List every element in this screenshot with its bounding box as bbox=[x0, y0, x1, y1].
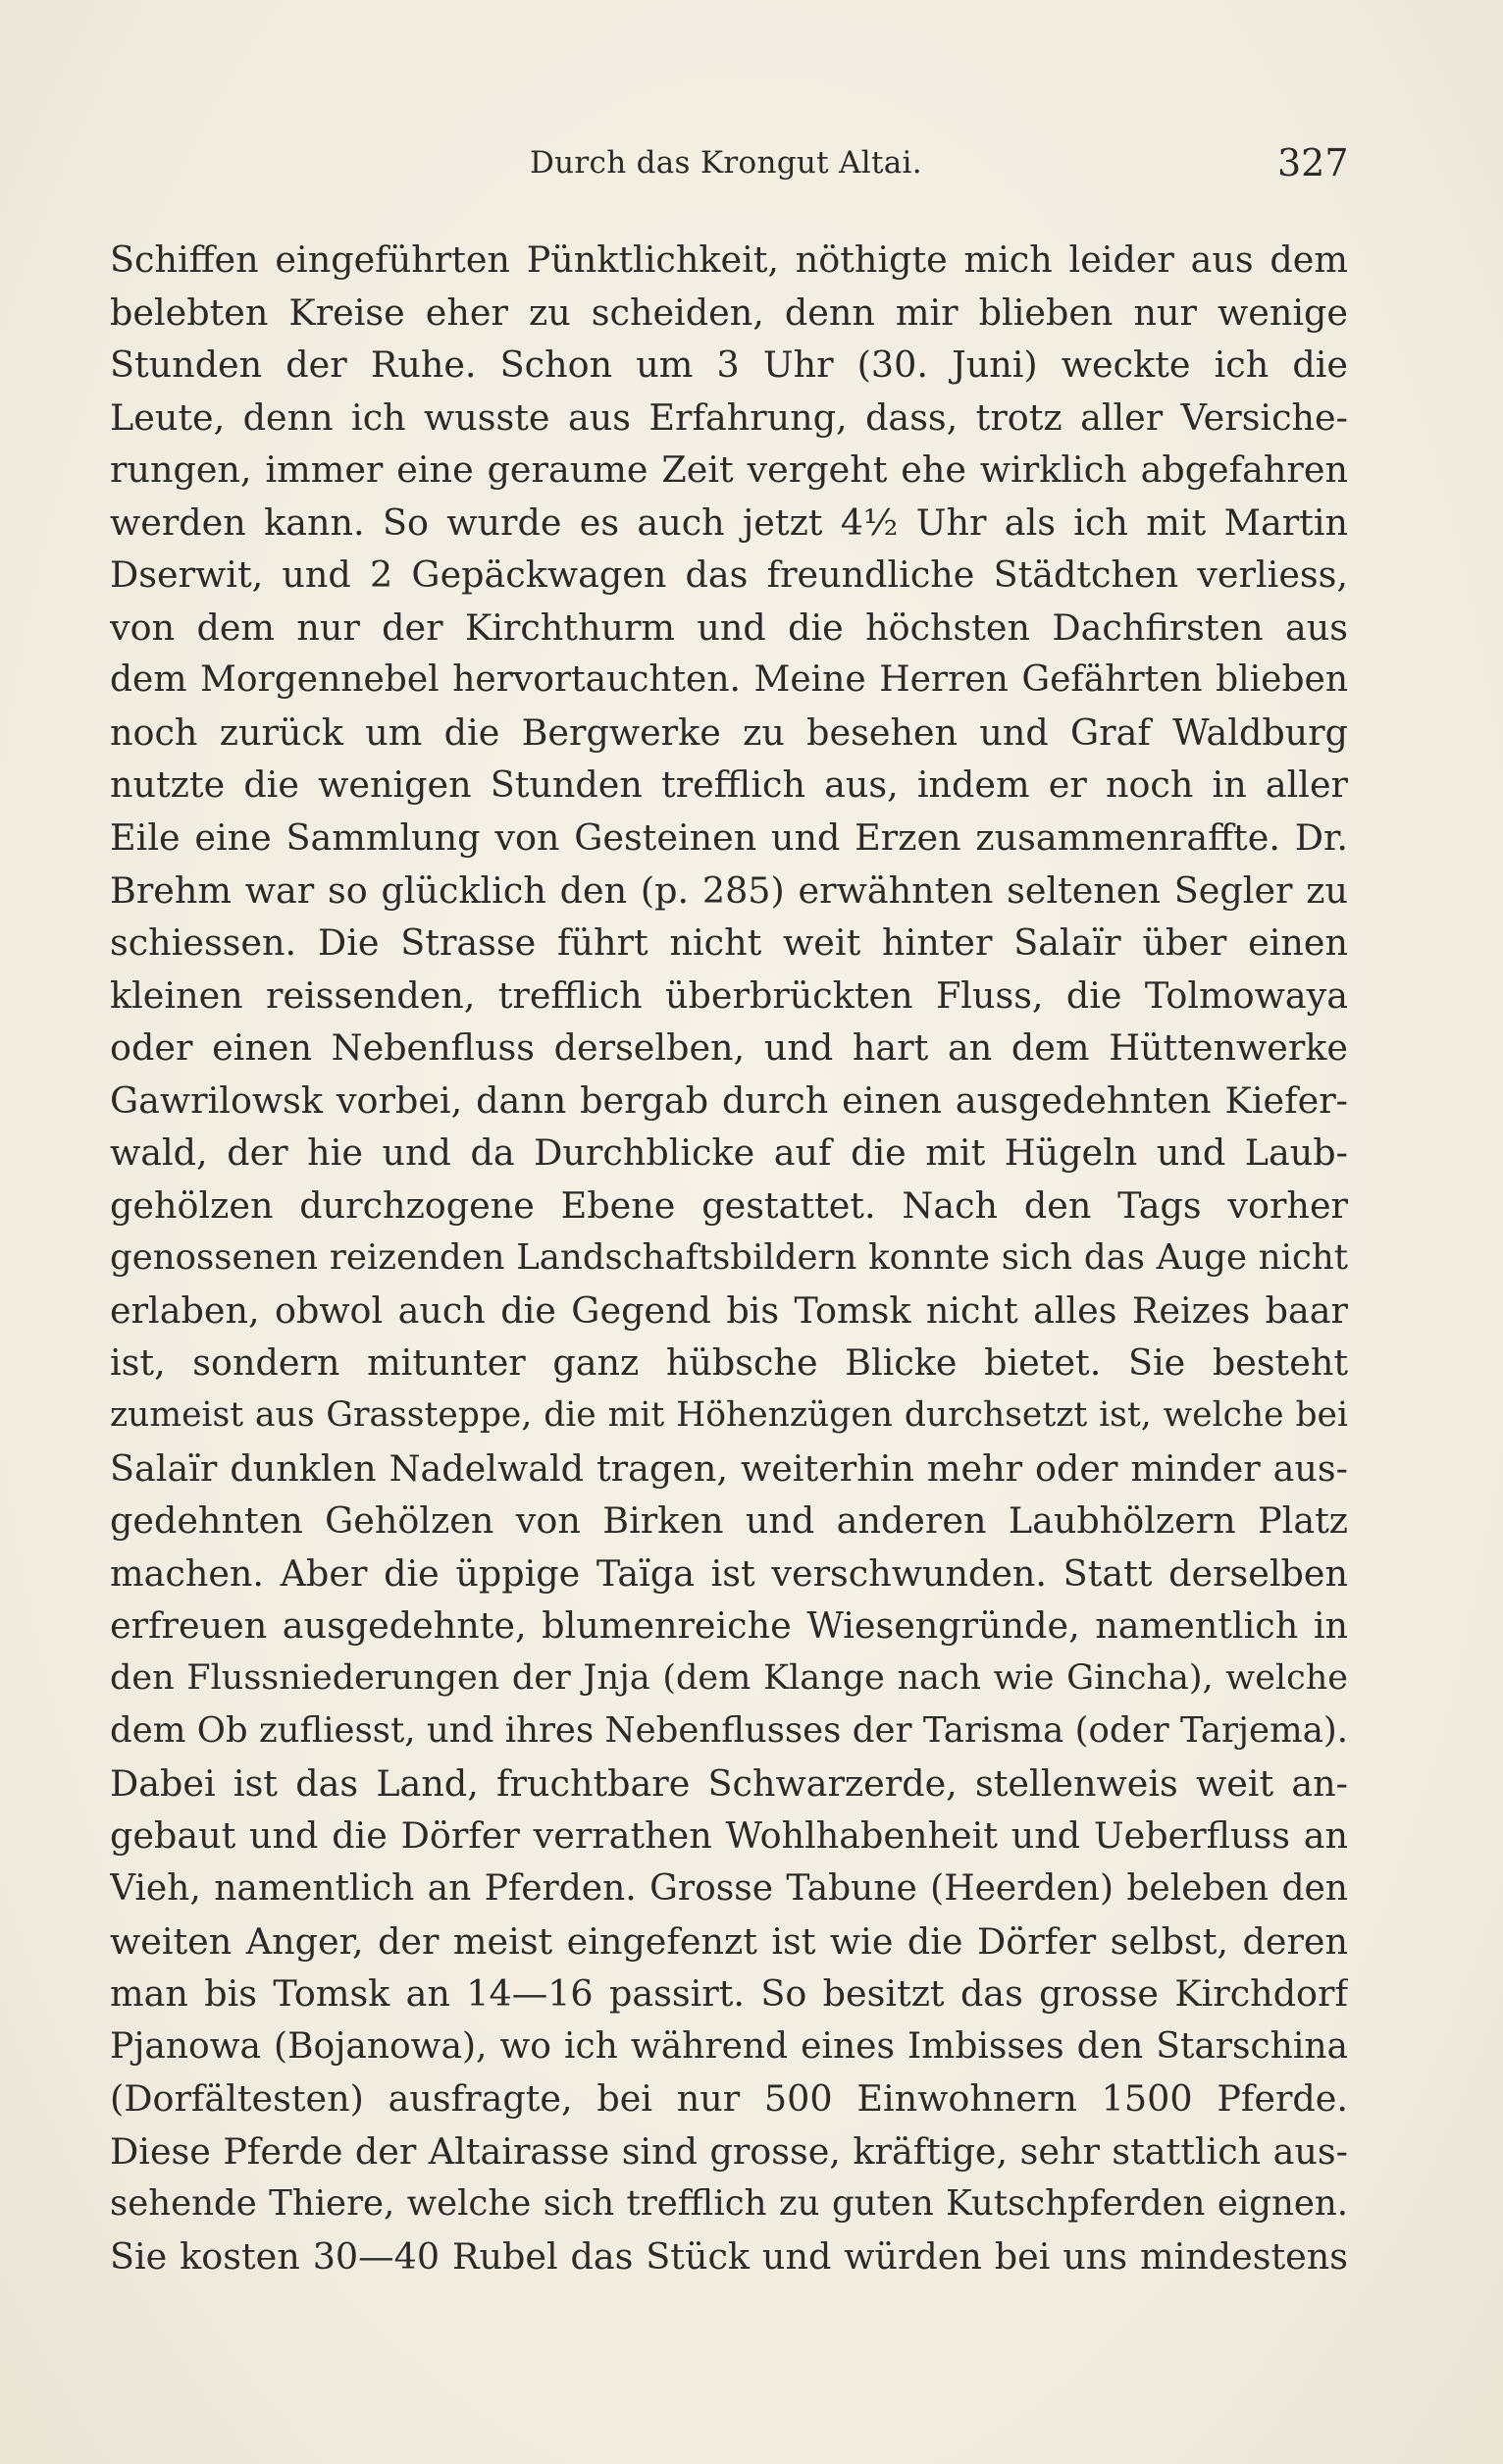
text-line: dem Ob zufliesst, und ihres Nebenflusses der Tarisma (oder Tarjema). bbox=[110, 1710, 1348, 1752]
text-line: Gawrilowsk vorbei, dann bergab durch einen ausgedehnten Kiefer- bbox=[110, 1078, 1348, 1122]
text-line: weiten Anger, der meist eingefenzt ist wie die Dörfer selbst, deren bbox=[110, 1919, 1348, 1963]
text-line: nutzte die wenigen Stunden trefflich aus, indem er noch in aller bbox=[110, 763, 1348, 807]
text-line: Vieh, namentlich an Pferden. Grosse Tabune (Heerden) beleben den bbox=[110, 1867, 1348, 1909]
text-line: gebaut und die Dörfer verrathen Wohlhabenheit und Ueberfluss an bbox=[110, 1814, 1348, 1858]
text-line: man bis Tomsk an 14—16 passirt. So besitzt das grosse Kirchdorf bbox=[110, 1972, 1348, 2016]
body-text bbox=[110, 234, 1348, 2282]
text-line: Schiffen eingeführten Pünktlichkeit, nöthigte mich leider aus dem bbox=[110, 238, 1348, 281]
text-line: den Flussniederungen der Jnja (dem Klange nach wie Gincha), welche bbox=[110, 1657, 1348, 1698]
text-line: Leute, denn ich wusste aus Erfahrung, dass, trotz aller Versiche- bbox=[110, 395, 1348, 439]
text-line: ist, sondern mitunter ganz hübsche Blicke bietet. Sie besteht bbox=[110, 1341, 1348, 1385]
text-line: gehölzen durchzogene Ebene gestattet. Nach den Tags vorher bbox=[110, 1183, 1348, 1227]
text-line: Sie kosten 30—40 Rubel das Stück und würden bei uns mindestens bbox=[110, 2234, 1348, 2278]
text-line: erlaben, obwol auch die Gegend bis Tomsk nicht alles Reizes baar bbox=[110, 1288, 1348, 1332]
text-line: erfreuen ausgedehnte, blumenreiche Wiesengründe, namentlich in bbox=[110, 1604, 1348, 1648]
running-title: Durch das Krongut Altai. bbox=[530, 145, 922, 181]
text-line: Salaïr dunklen Nadelwald tragen, weiterhin mehr oder minder aus- bbox=[110, 1446, 1348, 1490]
text-line: kleinen reissenden, trefflich überbrückten Fluss, die Tolmowaya bbox=[110, 973, 1348, 1017]
text-line: zumeist aus Grassteppe, die mit Höhenzügen durchsetzt ist, welche bei bbox=[110, 1395, 1348, 1436]
text-line: rungen, immer eine geraume Zeit vergeht ehe wirklich abgefahren bbox=[110, 448, 1348, 492]
text-line: von dem nur der Kirchthurm und die höchsten Dachfirsten aus bbox=[110, 605, 1348, 649]
text-line: Diese Pferde der Altairasse sind grosse, kräftige, sehr stattlich aus- bbox=[110, 2129, 1348, 2173]
text-line: belebten Kreise eher zu scheiden, denn mir blieben nur wenige bbox=[110, 290, 1348, 334]
text-line: gedehnten Gehölzen von Birken und anderen Laubhölzern Platz bbox=[110, 1499, 1348, 1543]
text-line: (Dorfältesten) ausfragte, bei nur 500 Einwohnern 1500 Pferde. bbox=[110, 2077, 1348, 2121]
text-line: wald, der hie und da Durchblicke auf die mit Hügeln und Laub- bbox=[110, 1131, 1348, 1175]
text-line: noch zurück um die Bergwerke zu besehen und Graf Waldburg bbox=[110, 710, 1348, 754]
text-line: oder einen Nebenfluss derselben, und hart an dem Hüttenwerke bbox=[110, 1026, 1348, 1070]
text-line: werden kann. So wurde es auch jetzt 4½ Uhr als ich mit Martin bbox=[110, 500, 1348, 544]
running-head bbox=[0, 141, 1503, 194]
text-line: Dserwit, und 2 Gepäckwagen das freundliche Städtchen verliess, bbox=[110, 553, 1348, 597]
text-line: genossenen reizenden Landschaftsbildern konnte sich das Auge nicht bbox=[110, 1237, 1348, 1279]
text-line: machen. Aber die üppige Taïga ist verschwunden. Statt derselben bbox=[110, 1551, 1348, 1595]
text-line: Dabei ist das Land, fruchtbare Schwarzerde, stellenweis weit an- bbox=[110, 1761, 1348, 1805]
text-line: dem Morgennebel hervortauchten. Meine Herren Gefährten blieben bbox=[110, 659, 1348, 701]
text-line: Eile eine Sammlung von Gesteinen und Erzen zusammenraffte. Dr. bbox=[110, 816, 1348, 860]
page-number: 327 bbox=[1277, 141, 1349, 184]
text-line: Pjanowa (Bojanowa), wo ich während eines Imbisses den Starschina bbox=[110, 2025, 1348, 2067]
text-line: Brehm war so glücklich den (p. 285) erwähnten seltenen Segler zu bbox=[110, 868, 1348, 912]
text-line: sehende Thiere, welche sich trefflich zu guten Kutschpferden eignen. bbox=[110, 2183, 1348, 2225]
text-line: schiessen. Die Strasse führt nicht weit hinter Salaïr über einen bbox=[110, 921, 1348, 965]
text-line: Stunden der Ruhe. Schon um 3 Uhr (30. Juni) weckte ich die bbox=[110, 343, 1348, 387]
